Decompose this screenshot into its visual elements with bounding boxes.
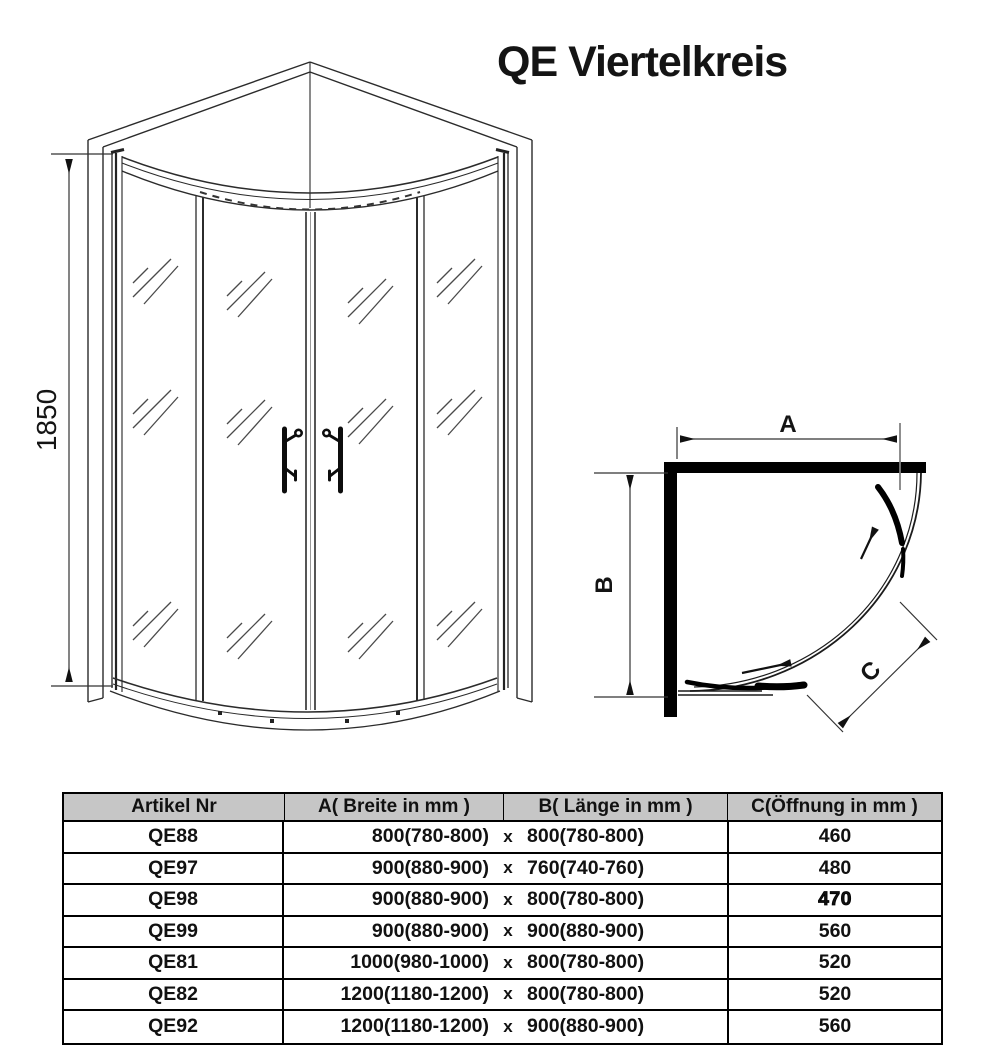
cell-length: 760(740-760)	[527, 856, 645, 879]
table-row	[64, 1011, 941, 1043]
cell-artikel: QE98	[64, 885, 284, 915]
size-table	[62, 792, 943, 1045]
door-arrow-up	[861, 529, 875, 559]
cell-dimensions	[284, 885, 727, 915]
cell-length: 800(780-800)	[527, 888, 645, 911]
cell-width: 900(880-900)	[371, 888, 489, 911]
cell-opening: 560	[727, 1011, 941, 1043]
depth-dimension	[591, 473, 668, 697]
dimension-separator: x	[503, 952, 513, 972]
cell-length: 800(780-800)	[527, 825, 645, 848]
height-dimension	[31, 154, 113, 686]
cell-opening: 520	[727, 948, 941, 978]
cell-length: 900(880-900)	[527, 1015, 645, 1038]
table-row	[64, 854, 941, 886]
opening-dimension	[807, 602, 937, 732]
glass-hatching	[133, 259, 482, 659]
dimension-separator: x	[503, 858, 513, 878]
cell-artikel: QE92	[64, 1011, 284, 1043]
cell-artikel: QE88	[64, 822, 284, 852]
cell-width: 1200(1180-1200)	[340, 982, 489, 1005]
cell-width: 900(880-900)	[371, 856, 489, 879]
cell-opening: 520	[727, 980, 941, 1010]
cell-dimensions	[284, 980, 727, 1010]
cell-length: 900(880-900)	[527, 919, 645, 942]
cell-opening: 470	[727, 885, 941, 915]
cell-artikel: QE97	[64, 854, 284, 884]
cell-dimensions	[284, 917, 727, 947]
cell-artikel: QE82	[64, 980, 284, 1010]
dimension-separator: x	[503, 984, 513, 1004]
cell-opening: 560	[727, 917, 941, 947]
dimension-separator: x	[503, 826, 513, 846]
header-opening: C(Öffnung in mm )	[727, 794, 941, 820]
sliding-doors	[687, 487, 903, 688]
width-dimension	[677, 411, 896, 459]
cell-length: 800(780-800)	[527, 982, 645, 1005]
cell-opening: 460	[727, 822, 941, 852]
header-width: A( Breite in mm )	[284, 794, 503, 820]
cell-dimensions	[284, 822, 727, 852]
opening-dimension-label: C	[855, 656, 887, 688]
table-row	[64, 917, 941, 949]
table-row	[64, 885, 941, 917]
door-track-arc	[678, 473, 921, 695]
dimension-separator: x	[503, 889, 513, 909]
cell-width: 1000(980-1000)	[350, 951, 489, 974]
cell-width: 900(880-900)	[371, 919, 489, 942]
bottom-rail	[110, 678, 500, 730]
cell-artikel: QE81	[64, 948, 284, 978]
door-handles	[285, 429, 341, 491]
height-dimension-label: 1850	[31, 388, 62, 452]
page-title: QE Viertelkreis	[497, 38, 788, 86]
cell-dimensions	[284, 1011, 727, 1043]
cell-dimensions	[284, 854, 727, 884]
cell-dimensions	[284, 948, 727, 978]
header-artikel: Artikel Nr	[131, 796, 217, 817]
table-row	[64, 980, 941, 1012]
header-length: B( Länge in mm )	[503, 794, 727, 820]
table-row	[64, 948, 941, 980]
table-body	[64, 822, 941, 1043]
cell-length: 800(780-800)	[527, 951, 645, 974]
depth-dimension-label: B	[591, 576, 618, 594]
table-header-row	[64, 794, 941, 822]
front-view-drawing	[0, 0, 560, 778]
cell-artikel: QE99	[64, 917, 284, 947]
panel-dividers	[196, 196, 424, 710]
top-view-diagram	[590, 385, 1001, 778]
cell-width: 1200(1180-1200)	[340, 1015, 489, 1038]
left-wall	[664, 462, 677, 717]
cell-width: 800(780-800)	[371, 825, 489, 848]
dimension-separator: x	[503, 921, 513, 941]
dimension-separator: x	[503, 1016, 513, 1036]
motion-arrows	[742, 529, 875, 673]
top-wall	[664, 462, 926, 473]
table-row	[64, 822, 941, 854]
cell-opening: 480	[727, 854, 941, 884]
width-dimension-label: A	[779, 411, 797, 438]
